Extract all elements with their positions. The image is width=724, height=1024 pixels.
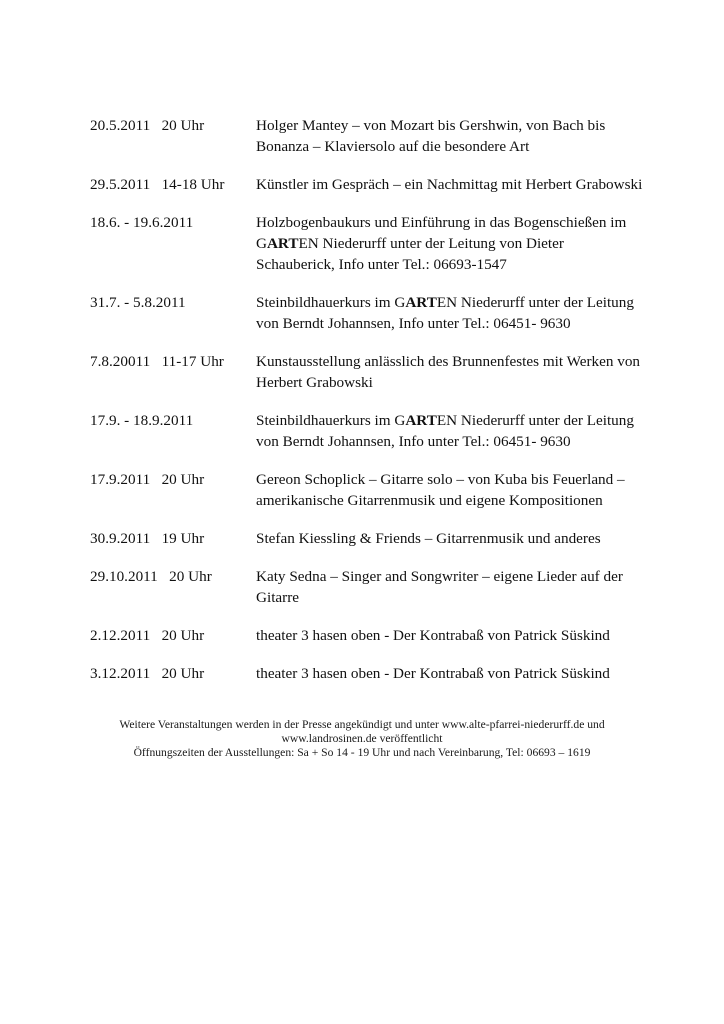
event-date: 2.12.2011 20 Uhr [90,627,205,644]
event-description [256,528,650,549]
event-description-line [256,490,650,511]
event-date: 29.5.2011 14-18 Uhr [90,176,225,193]
event-row [90,528,650,549]
event-description-line [256,313,650,334]
event-text: Holger Mantey – von Mozart bis Gershwin, von Bach bis [256,117,606,134]
event-description-line [256,663,650,684]
event-date: 18.6. - 19.6.2011 [90,214,194,231]
event-text-bold: ART [405,294,437,311]
event-text: EN Niederurff unter der Leitung [436,412,634,429]
event-description-line [256,410,650,431]
event-description [256,663,650,684]
event-row [90,566,650,608]
event-text: G [256,235,267,252]
event-description [256,469,650,511]
event-description [256,351,650,393]
event-description [256,410,650,452]
event-date: 3.12.2011 20 Uhr [90,665,205,682]
event-description-line [256,254,650,275]
event-description-line [256,431,650,452]
event-text: theater 3 hasen oben - Der Kontrabaß von Patrick Süskind [256,665,610,682]
event-date: 7.8.20011 11-17 Uhr [90,353,224,370]
event-row [90,351,650,393]
event-description [256,566,650,608]
event-description-line [256,115,650,136]
event-text: Schauberick, Info unter Tel.: 06693-1547 [256,256,507,273]
event-description-line [256,587,650,608]
event-row [90,115,650,157]
event-description-line [256,292,650,313]
event-description-line [256,469,650,490]
event-description-line [256,212,650,233]
event-text: Bonanza – Klaviersolo auf die besondere Art [256,138,530,155]
event-description-line [256,351,650,372]
event-description-line [256,174,650,195]
event-text-bold: ART [405,412,437,429]
event-description-line [256,528,650,549]
event-description [256,174,650,195]
event-date: 20.5.2011 20 Uhr [90,117,205,134]
event-row [90,174,650,195]
event-schedule [90,115,650,701]
event-text: von Berndt Johannsen, Info unter Tel.: 06451- 9630 [256,315,571,332]
event-text: Gitarre [256,589,300,606]
event-date: 17.9. - 18.9.2011 [90,412,194,429]
event-description [256,292,650,334]
event-description-line [256,566,650,587]
event-text: Steinbildhauerkurs im G [256,412,406,429]
event-date: 30.9.2011 19 Uhr [90,530,205,547]
event-text-bold: ART [266,235,299,252]
event-text: Künstler im Gespräch – ein Nachmittag mit Herbert Grabowski [256,176,643,193]
event-text: theater 3 hasen oben - Der Kontrabaß von Patrick Süskind [256,627,610,644]
event-description-line [256,372,650,393]
event-date: 29.10.2011 20 Uhr [90,568,212,585]
footer-note [60,718,664,760]
event-row [90,469,650,511]
event-text: Katy Sedna – Singer and Songwriter – eigene Lieder auf der [256,568,623,585]
footer-line-2: www.landrosinen.de veröffentlicht [281,732,443,745]
event-row [90,410,650,452]
event-description-line [256,233,650,254]
event-description-line [256,625,650,646]
footer-line-1: Weitere Veranstaltungen werden in der Presse angekündigt und unter www.alte-pfarrei-niederurff.de und [119,718,605,731]
event-text: EN Niederurff unter der Leitung von Dieter [298,235,564,252]
event-text: Stefan Kiessling & Friends – Gitarrenmusik und anderes [256,530,601,547]
event-date: 17.9.2011 20 Uhr [90,471,205,488]
event-row [90,625,650,646]
event-row [90,663,650,684]
event-text: Herbert Grabowski [256,374,373,391]
event-text: Holzbogenbaukurs und Einführung in das Bogenschießen im [256,214,627,231]
event-description-line [256,136,650,157]
event-date: 31.7. - 5.8.2011 [90,294,186,311]
event-text: amerikanische Gitarrenmusik und eigene Kompositionen [256,492,603,509]
event-text: von Berndt Johannsen, Info unter Tel.: 06451- 9630 [256,433,571,450]
event-text: Steinbildhauerkurs im G [256,294,406,311]
event-row [90,212,650,275]
event-description [256,212,650,275]
footer-line-3: Öffnungszeiten der Ausstellungen: Sa + So 14 - 19 Uhr und nach Vereinbarung, Tel: 06693 – 1619 [133,746,591,759]
event-description [256,115,650,157]
event-description [256,625,650,646]
event-text: Kunstausstellung anlässlich des Brunnenfestes mit Werken von [256,353,641,370]
event-text: Gereon Schoplick – Gitarre solo – von Kuba bis Feuerland – [256,471,625,488]
event-text: EN Niederurff unter der Leitung [436,294,634,311]
event-row [90,292,650,334]
